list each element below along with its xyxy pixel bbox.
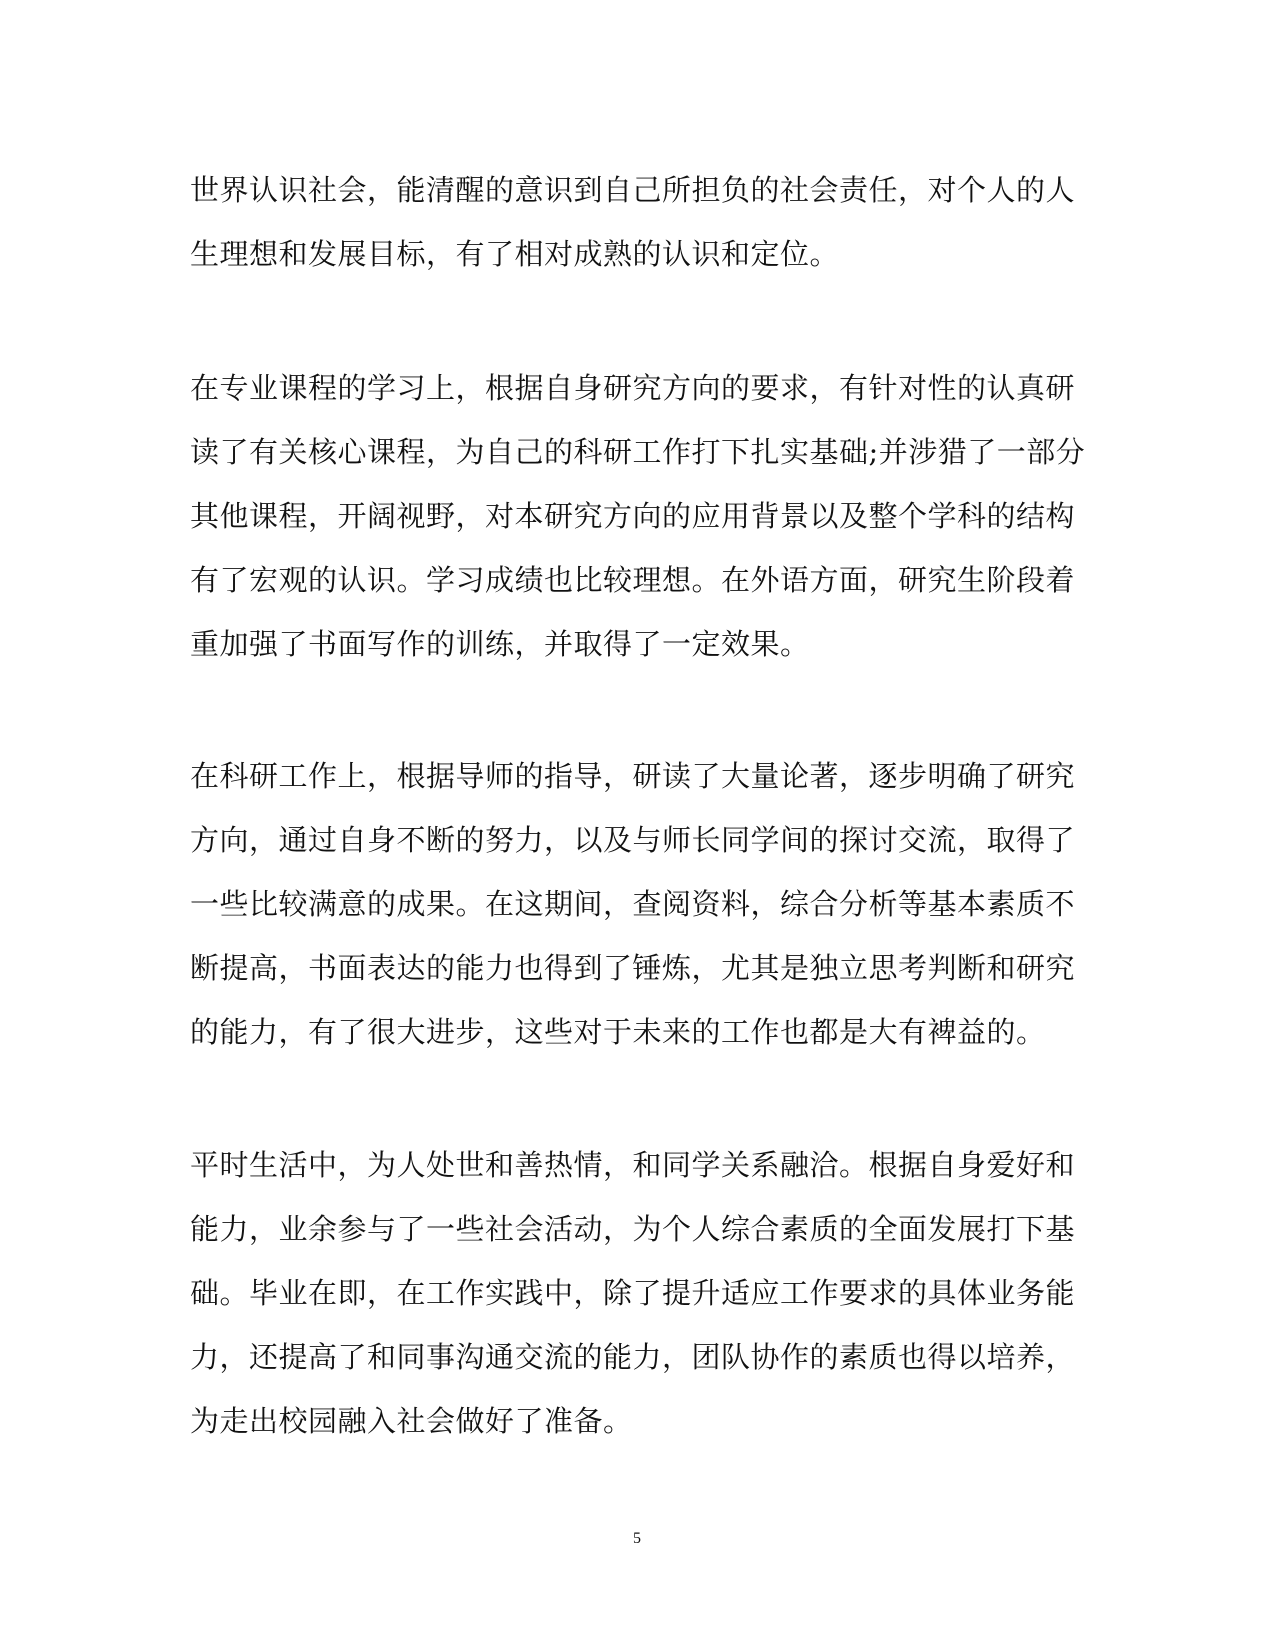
text-line: 有了宏观的认识。学习成绩也比较理想。在外语方面，研究生阶段着: [190, 563, 1076, 597]
text-line: 断提高，书面表达的能力也得到了锤炼，尤其是独立思考判断和研究: [190, 951, 1076, 985]
text-line: 为走出校园融入社会做好了准备。: [190, 1404, 633, 1438]
paragraph-3: [190, 744, 1076, 1064]
text-line: 世界认识社会，能清醒的意识到自己所担负的社会责任，对个人的人: [190, 173, 1076, 207]
text-line: 的能力，有了很大进步，这些对于未来的工作也都是大有裨益的。: [190, 1015, 1046, 1049]
paragraph-1: [190, 158, 1076, 286]
text-line: 方向，通过自身不断的努力，以及与师长同学间的探讨交流，取得了: [190, 823, 1076, 857]
text-line: 其他课程，开阔视野，对本研究方向的应用背景以及整个学科的结构: [190, 499, 1076, 533]
text-line: 在专业课程的学习上，根据自身研究方向的要求，有针对性的认真研: [190, 371, 1076, 405]
text-line: 生理想和发展目标，有了相对成熟的认识和定位。: [190, 237, 840, 271]
text-line: 在科研工作上，根据导师的指导，研读了大量论著，逐步明确了研究: [190, 759, 1076, 793]
text-line: 能力，业余参与了一些社会活动，为个人综合素质的全面发展打下基: [190, 1212, 1076, 1246]
paragraph-2: [190, 356, 1086, 676]
text-line: 读了有关核心课程，为自己的科研工作打下扎实基础;并涉猎了一部分: [190, 435, 1086, 469]
page-number: 5: [633, 1530, 641, 1547]
text-line: 平时生活中，为人处世和善热情，和同学关系融洽。根据自身爱好和: [190, 1148, 1076, 1182]
paragraph-4: [190, 1133, 1076, 1453]
text-line: 一些比较满意的成果。在这期间，查阅资料，综合分析等基本素质不: [190, 887, 1076, 921]
text-line: 力，还提高了和同事沟通交流的能力，团队协作的素质也得以培养，: [190, 1340, 1076, 1374]
text-line: 重加强了书面写作的训练，并取得了一定效果。: [190, 627, 810, 661]
text-line: 础。毕业在即，在工作实践中，除了提升适应工作要求的具体业务能: [190, 1276, 1076, 1310]
